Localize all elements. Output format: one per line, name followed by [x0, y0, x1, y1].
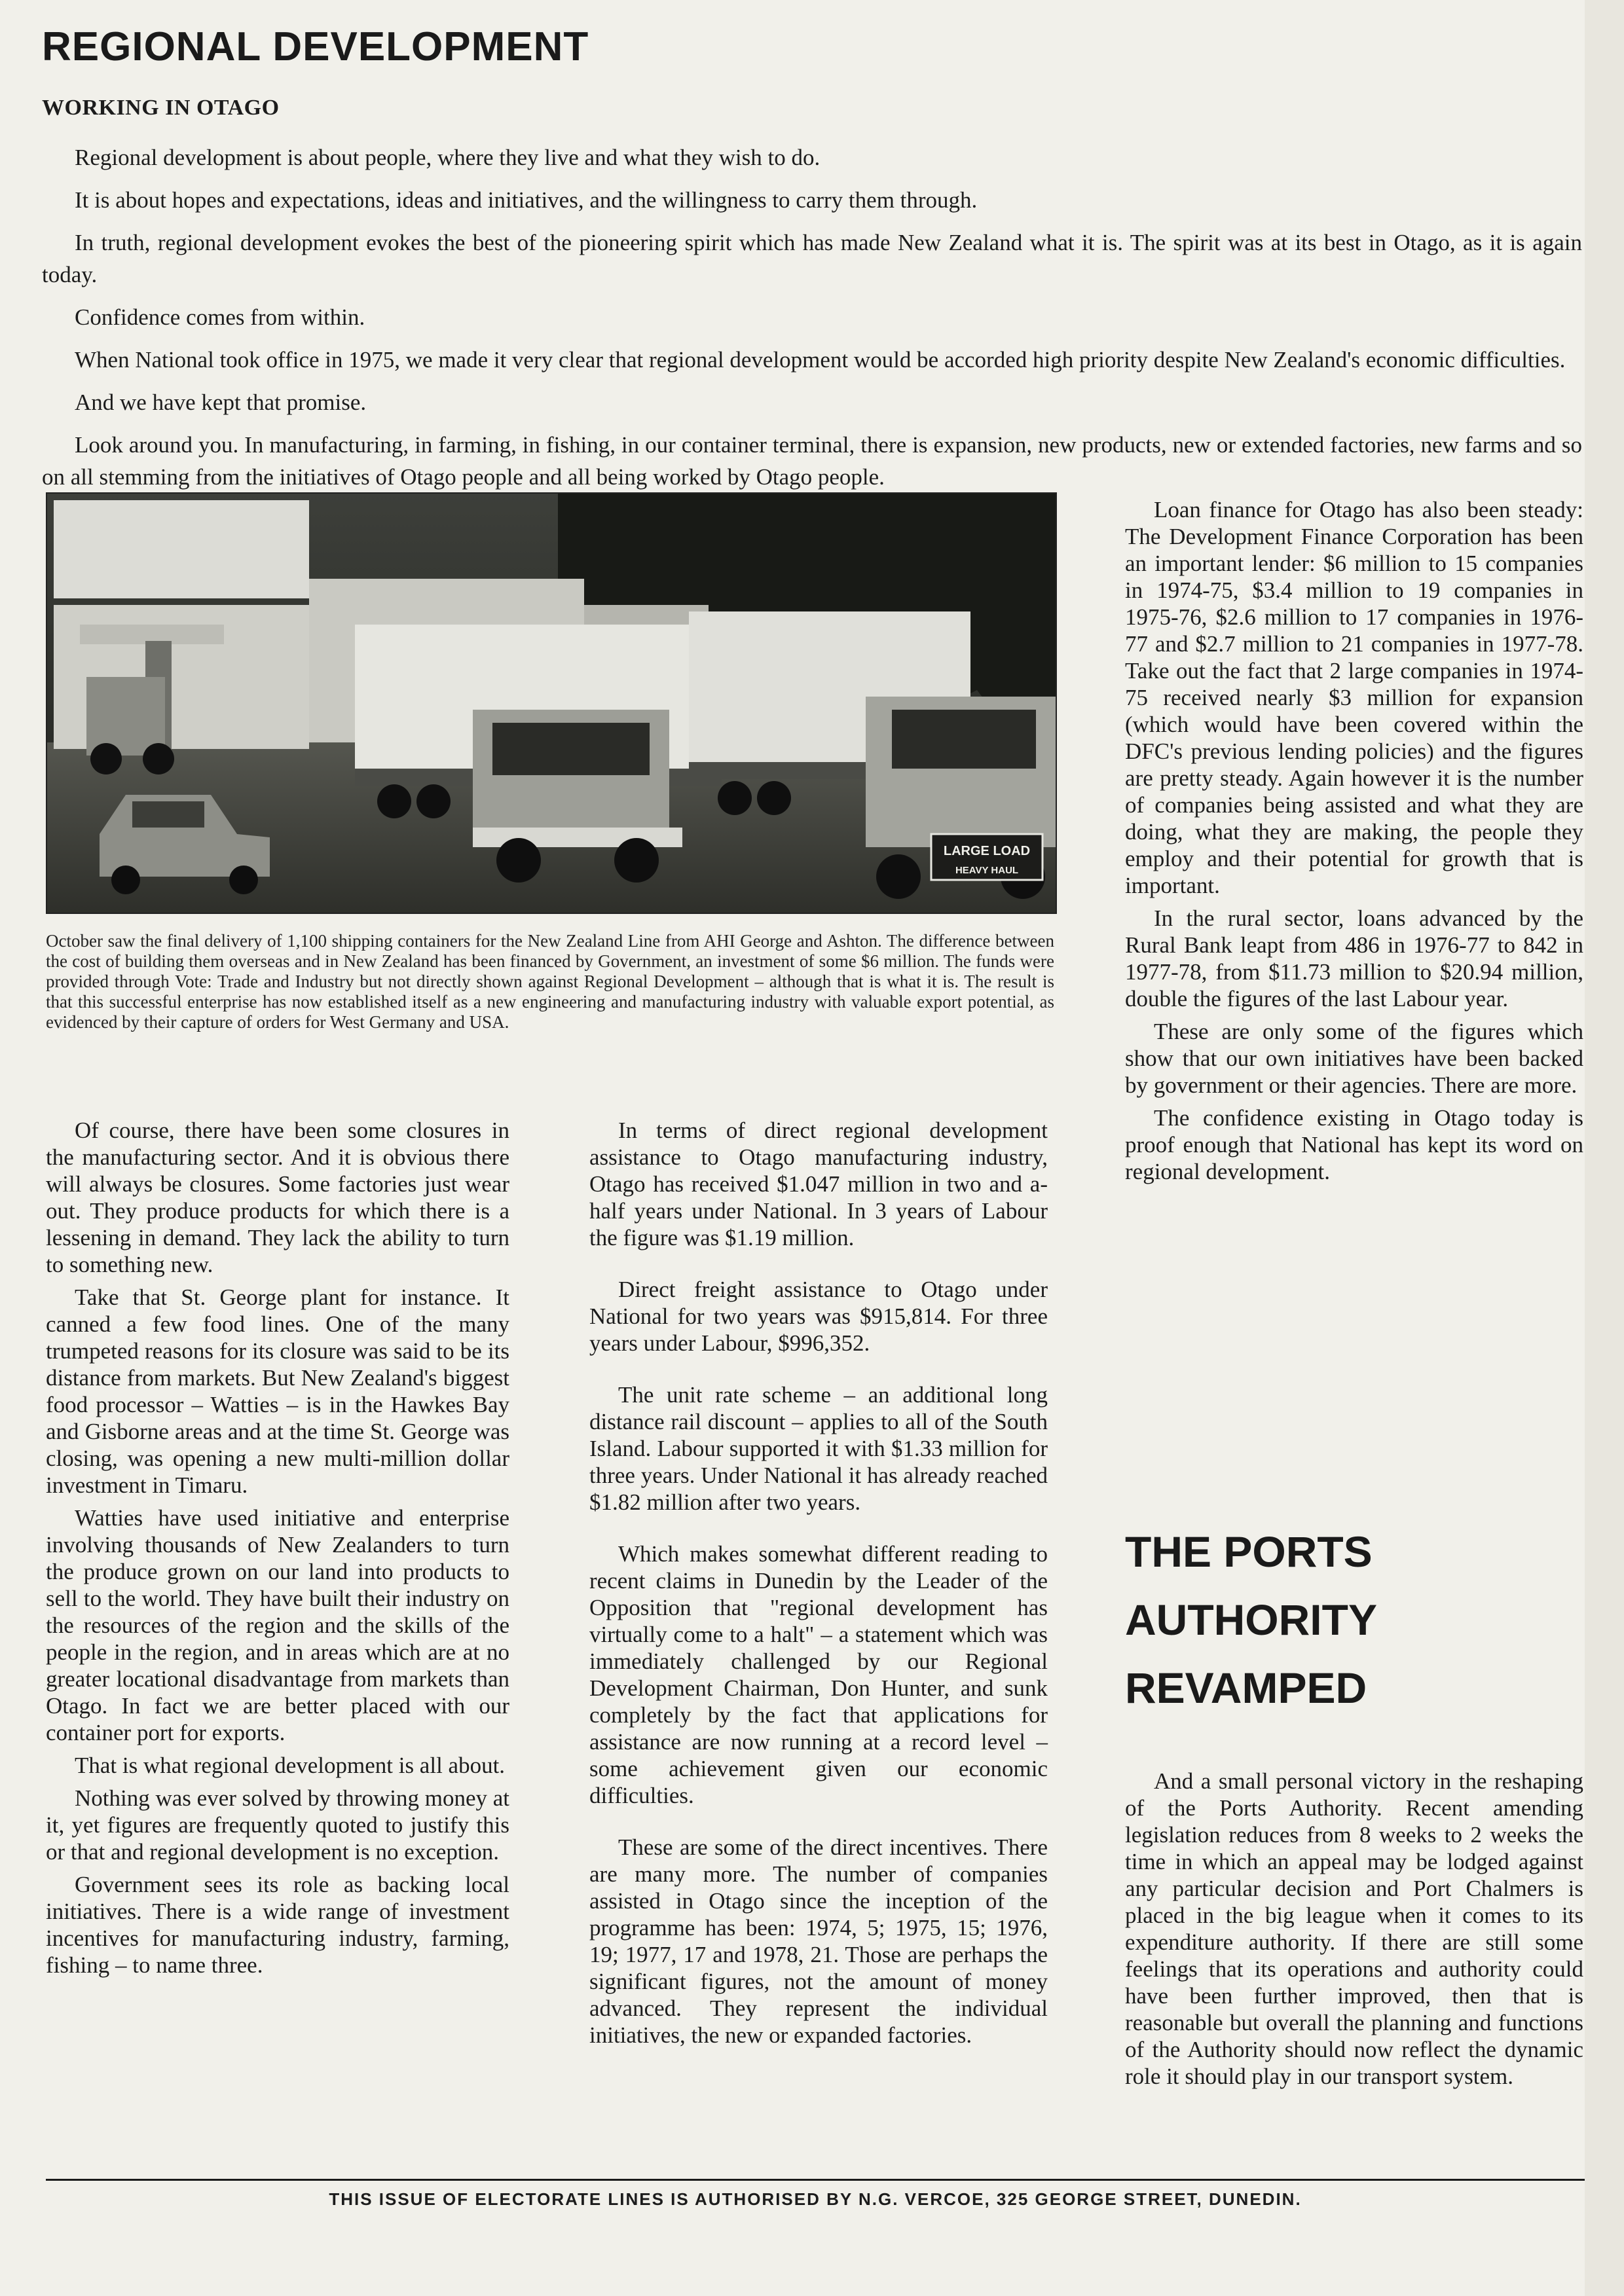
article-column-2 — [589, 1117, 1048, 2054]
intro-paragraph: And we have kept that promise. — [75, 390, 367, 415]
body-paragraph: Watties have used initiative and enterprise involving thousands of New Zealanders to turn the produce grown on our land into products to sell to the world. They have built their industry on the resources of the region and the skills of the people in the region, and in areas which are at no greater locational disadvantage from markets than Otago. In fact we are better placed with our container port for exports. — [46, 1505, 509, 1745]
article-column-3 — [1125, 496, 1583, 1191]
body-paragraph: In the rural sector, loans advanced by the Rural Bank leapt from 486 in 1976-77 to 842 in 1977-78, from $11.73 million to $20.94 million, double the figures of the last Labour year. — [1125, 905, 1583, 1011]
article-column-1 — [46, 1117, 509, 1984]
sidebar-headline — [1125, 1518, 1583, 1722]
intro-paragraph: Look around you. In manufacturing, in farming, in fishing, in our container terminal, there is expansion, new products, new or extended factories, new farms and so on all stemming from the initiatives of Otago people and all being worked by Otago people. — [42, 432, 1582, 490]
body-paragraph: Which makes somewhat different reading to recent claims in Dunedin by the Leader of the Opposition that "regional development has virtually come to a halt" – a statement which was immediately challenged by our Regional Development Chairman, Don Hunter, and sunk completely by the fact that applications for assistance are now running at a record level – some achievement given our economic difficulties. — [589, 1541, 1048, 1808]
body-paragraph: Of course, there have been some closures in the manufacturing sector. And it is obvious there will always be closures. Some factories just wear out. They produce products for which there is a lessening in demand. They lack the ability to turn to something new. — [46, 1118, 509, 1277]
sidebar-headline-line: REVAMPED — [1125, 1664, 1367, 1712]
intro-paragraph: Confidence comes from within. — [75, 304, 365, 330]
plate-text-bottom: HEAVY HAUL — [955, 865, 1019, 876]
forklift — [86, 677, 165, 756]
sidebar-headline-line: AUTHORITY — [1125, 1595, 1377, 1644]
body-paragraph: These are some of the direct incentives. There are many more. The number of companies assisted in Otago since the inception of the programme has been: 1974, 5; 1975, 15; 1976, 19; 1977, 17 and 1978, 21. Those are perhaps the significant figures, not the amount of money advanced. They represent the individual initiatives, the new or expanded factories. — [589, 1834, 1048, 2048]
body-paragraph: Government sees its role as backing local initiatives. There is a wide range of investment incentives for manufacturing industry, farming, fishing – to name three. — [46, 1872, 509, 1978]
article-subhead: WORKING IN OTAGO — [42, 96, 280, 120]
intro-paragraph: In truth, regional development evokes the best of the pioneering spirit which has made New Zealand what it is. The spirit was at its best in Otago, as it is again today. — [42, 230, 1582, 287]
photo-illustration — [47, 494, 1056, 913]
intro-paragraph: It is about hopes and expectations, ideas and initiatives, and the willingness to carry them through. — [75, 187, 978, 213]
article-headline: REGIONAL DEVELOPMENT — [42, 24, 589, 69]
sidebar-headline-line: THE PORTS — [1125, 1527, 1373, 1576]
body-paragraph: Nothing was ever solved by throwing money at it, yet figures are frequently quoted to justify this or that and regional development is no exception. — [46, 1785, 509, 1865]
body-paragraph: Loan finance for Otago has also been steady: The Development Finance Corporation has been an important lender: $6 million to 15 companies in 1974-75, $3.4 million to 19 companies in 1975-76, $2.6 million to 17 companies in 1976-77 and $2.7 million to 21 companies in 1977-78. Take out the fact that 2 large companies in 1974-75 received nearly $3 million for expansion (which would have been covered within the DFC's previous lending policies) and the figures are pretty steady. Again however it is the number of companies being assisted and what they are doing, what they are making, the people they employ and their potential for growth that is important. — [1125, 497, 1583, 898]
footer-rule — [46, 2179, 1585, 2181]
body-paragraph: In terms of direct regional development assistance to Otago manufacturing industry, Otago has received $1.047 million in two and a-half years under National. In 3 years of Labour the figure was $1.19 million. — [589, 1118, 1048, 1250]
body-paragraph: Take that St. George plant for instance. It canned a few food lines. One of the many trumpeted reasons for its closure was said to be its distance from markets. But New Zealand's biggest food processor – Watties – is in the Hawkes Bay and Gisborne areas and at the time St. George was closing, was opening a new multi-million dollar investment in Timaru. — [46, 1285, 509, 1498]
body-paragraph: Direct freight assistance to Otago under National for two years was $915,814. For three years under Labour, $996,352. — [589, 1277, 1048, 1356]
intro-paragraph: When National took office in 1975, we made it very clear that regional development would be accorded high priority despite New Zealand's economic difficulties. — [75, 347, 1566, 373]
sidebar-body: And a small personal victory in the reshaping of the Ports Authority. Recent amending legislation reduces from 8 weeks to 2 weeks the time in which an appeal may be lodged against any particular decision and Port Chalmers is placed in the big league when it comes to its expenditure authority. If there are still some feelings that its operations and authority could have been further improved, then that is reasonable but overall the planning and functions of the Authority should now reflect the dynamic role it should play in our transport system. — [1125, 1768, 1583, 2089]
intro-paragraph: Regional development is about people, where they live and what they wish to do. — [75, 145, 821, 170]
container-stack — [54, 500, 309, 598]
footer-authorisation: THIS ISSUE OF ELECTORATE LINES IS AUTHORISED BY N.G. VERCOE, 325 GEORGE STREET, DUNEDIN. — [329, 2189, 1302, 2209]
photo-caption: October saw the final delivery of 1,100 shipping containers for the New Zealand Line from AHI George and Ashton. The difference between the cost of building them overseas and in New Zealand has been financed by Government, an investment of some $6 million. The funds were provided through Vote: Trade and Industry but not directly shown against Regional Development – although that is what it is. The result is that this successful enterprise has now established itself as a new engineering and manufacturing industry with valuable export potential, as evidenced by their capture of orders for West Germany and USA. — [46, 931, 1054, 1032]
article-intro — [42, 141, 1582, 503]
body-paragraph: The confidence existing in Otago today is proof enough that National has kept its word on regional development. — [1125, 1105, 1583, 1184]
container-trucks-photo — [46, 492, 1057, 914]
plate-text-top: LARGE LOAD — [943, 844, 1031, 858]
body-paragraph: These are only some of the figures which show that our own initiatives have been backed by government or their agencies. There are more. — [1125, 1019, 1583, 1098]
sidebar-article — [1125, 1768, 1583, 2096]
body-paragraph: That is what regional development is all about. — [75, 1753, 506, 1778]
adjacent-page-edge — [1585, 0, 1624, 2296]
body-paragraph: The unit rate scheme – an additional long distance rail discount – applies to all of the South Island. Labour supported it with $1.33 million for three years. Under National it has already reached $1.82 million after two years. — [589, 1382, 1048, 1515]
